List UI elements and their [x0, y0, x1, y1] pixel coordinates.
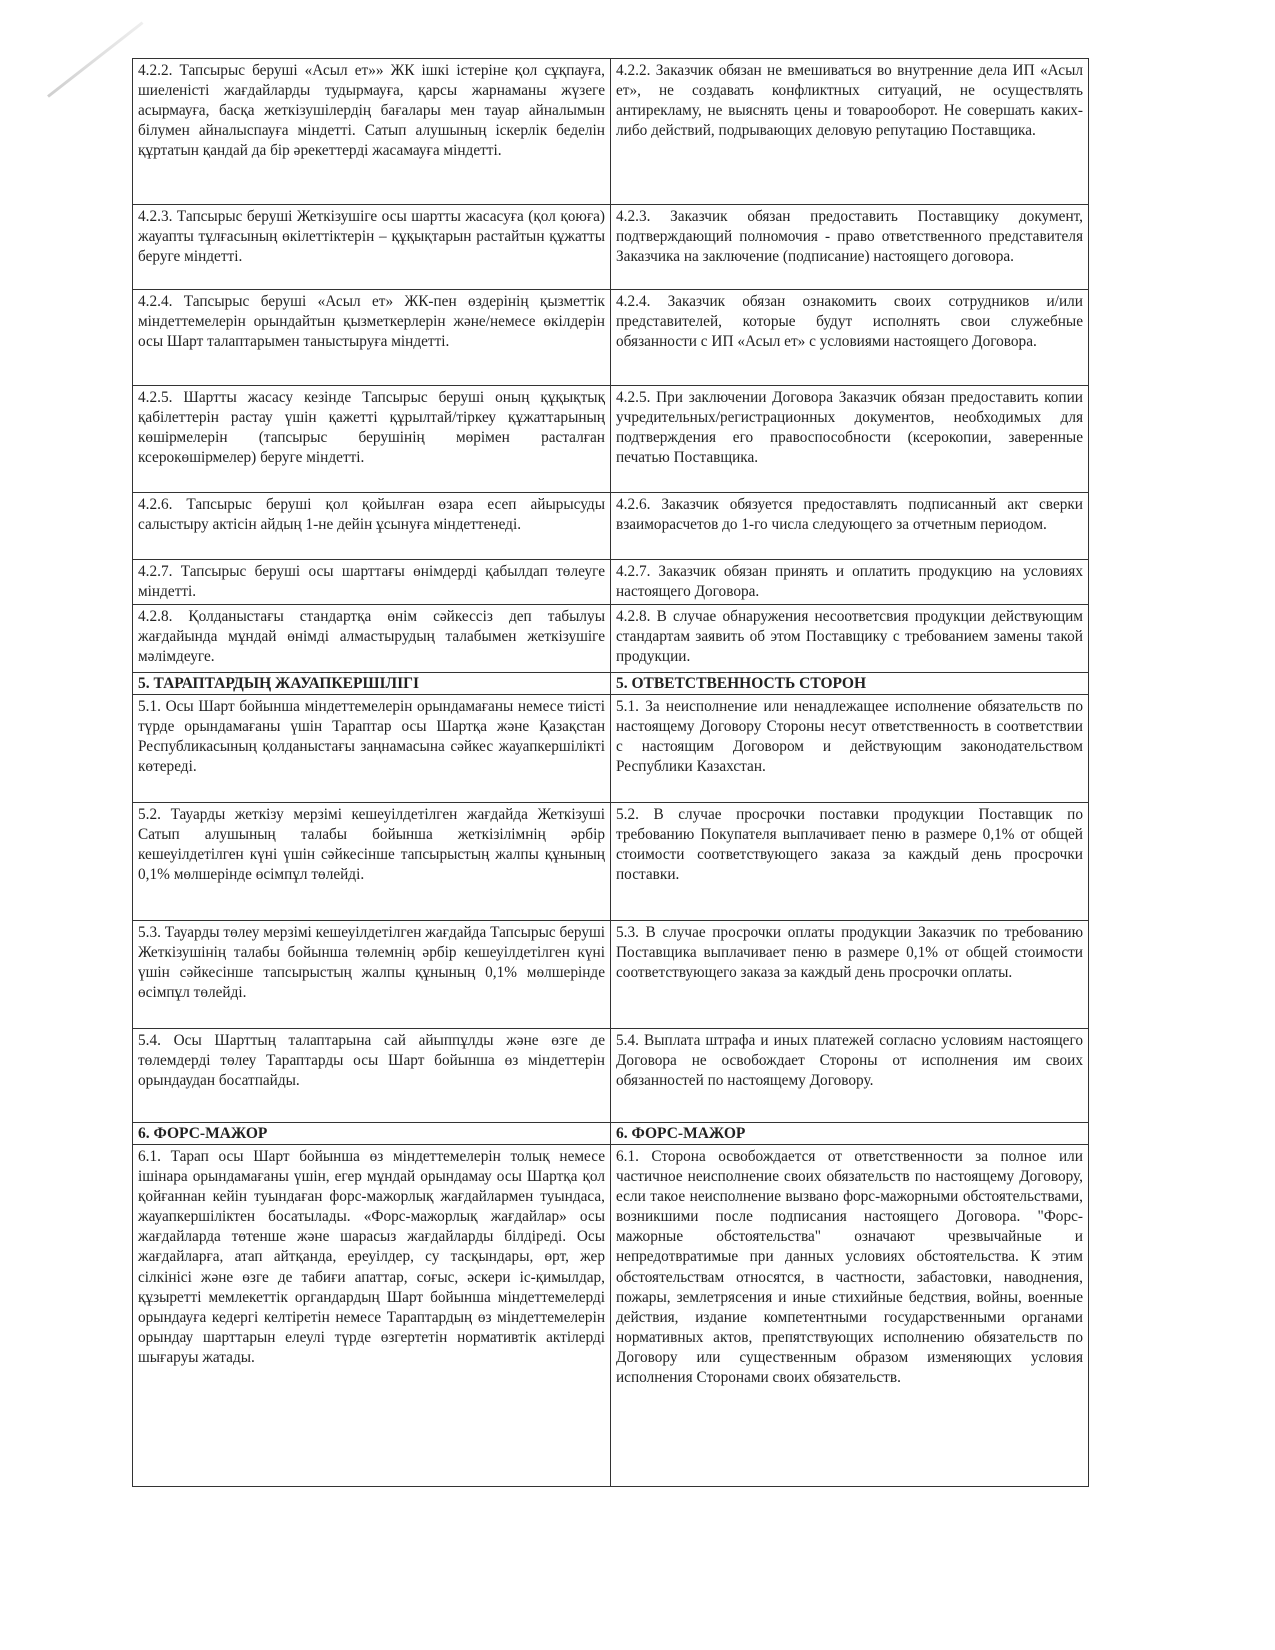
clause-text: 4.2.2. Заказчик обязан не вмешиваться во внутренние дела ИП «Асыл ет», не создавать конфликтных ситуаций, не осуществлять антирекламу, не выяснять цены и товарооборот. Не совершать каких-либо действий, подрывающих деловую репутацию Поставщика. [616, 62, 1083, 140]
clause-text: 5.1. За неисполнение или ненадлежащее исполнение обязательств по настоящему Договору Стороны несут ответственность в соответствии с настоящим Договором и действующим законодательством Республики Казахстан. [616, 698, 1083, 776]
contract-table-body [133, 59, 1089, 1487]
kazakh-clause-4-2-2 [133, 59, 611, 205]
russian-clause-5-1 [611, 695, 1089, 803]
section-heading: 5. ОТВЕТСТВЕННОСТЬ СТОРОН [616, 675, 867, 692]
table-row [133, 59, 1089, 205]
table-row [133, 205, 1089, 290]
table-row [133, 695, 1089, 803]
clause-text: 4.2.7. Заказчик обязан принять и оплатить продукцию на условиях настоящего Договора. [616, 563, 1083, 601]
clause-text: 4.2.2. Тапсырыс беруші «Асыл ет»» ЖК ішкі істеріне қол сұқпауға, шиеленісті жағдайларды тудырмауға, қарсы жарнаманы жүзеге асырмауға, басқа жеткізушілердің бағалары мен тауар айналымын білумен айналыспауға міндетті. Сатып алушының іскерлік беделін құртатын қандай да бір әрекеттерді жасамауға міндетті. [138, 62, 605, 160]
kazakh-section-heading-6 [133, 1123, 611, 1145]
section-heading: 5. ТАРАПТАРДЫҢ ЖАУАПКЕРШІЛІГІ [138, 675, 420, 692]
table-row [133, 1145, 1089, 1487]
russian-section-heading-5 [611, 673, 1089, 695]
kazakh-clause-4-2-8 [133, 605, 611, 673]
kazakh-section-heading-5 [133, 673, 611, 695]
clause-text: 5.2. Тауарды жеткізу мерзімі кешеуілдетілген жағдайда Жеткізуші Сатып алушының талабы бойынша жеткізілімнің әрбір кешеуілдетілген күні үшін сәйкесінше тапсырыстың жалпы құнының 0,1% мөлшерінде өсімпұл төлейді. [138, 806, 605, 884]
bilingual-contract-table [132, 58, 1089, 1487]
table-row [133, 493, 1089, 560]
clause-text: 6.1. Тарап осы Шарт бойынша өз міндеттемелерін толық немесе ішінара орындамағаны үшін, егер мұндай орындамау осы Шартқа қол қойғаннан кейін туындаған форс-мажорлық жағдайлармен туындаса, жауапкершіліктен босатылады. «Форс-мажорлық жағдайлар» осы жағдайларда төтенше және шарасыз жағдайларды білдіреді. Осы жағдайларға, атап айтқанда, ереуілдер, су тасқындары, өрт, жер сілкінісі және өзге де табиғи апаттар, соғыс, әскери іс-қимылдар, құзыретті мемлекеттік органдардың Шарт бойынша міндеттемелерді орындауға кедергі келтіретін немесе Тараптардың өз міндеттемелерін орындау шарттарын елеулі түрде өзгертетін нормативтік актілерді шығаруы жатады. [138, 1148, 605, 1366]
russian-clause-4-2-2 [611, 59, 1089, 205]
clause-text: 5.3. В случае просрочки оплаты продукции Заказчик по требованию Поставщика выплачивает пеню в размере 0,1% от общей стоимости соответствующего заказа за каждый день просрочки оплаты. [616, 924, 1083, 982]
russian-clause-4-2-7 [611, 560, 1089, 605]
clause-text: 4.2.8. В случае обнаружения несоответсвия продукции действующим стандартам заявить об этом Поставщику с требованием замены такой продукции. [616, 608, 1083, 666]
table-row [133, 290, 1089, 386]
kazakh-clause-4-2-6 [133, 493, 611, 560]
kazakh-clause-4-2-7 [133, 560, 611, 605]
clause-text: 5.4. Осы Шарттың талаптарына сай айыппұлды және өзге де төлемдерді төлеу Тараптарды осы Шарт бойынша өз міндеттерін орындаудан босатпайды. [138, 1032, 605, 1090]
russian-clause-4-2-5 [611, 386, 1089, 493]
kazakh-clause-4-2-4 [133, 290, 611, 386]
table-row [133, 803, 1089, 921]
clause-text: 5.1. Осы Шарт бойынша міндеттемелерін орындамағаны немесе тиісті түрде орындамағаны үшін Тараптар осы Шартқа және Қазақстан Республикасының қолданыстағы заңнамасына сәйкес жауапкершілікті көтереді. [138, 698, 605, 776]
clause-text: 6.1. Сторона освобождается от ответственности за полное или частичное неисполнение своих обязательств по настоящему Договору, если такое неисполнение вызвано форс-мажорными обстоятельствами, возникшими после подписания настоящего Договора. "Форс-мажорные обстоятельства" означают чрезвычайные и непредотвратимые при данных условиях обстоятельства. К этим обстоятельствам относятся, в частности, забастовки, наводнения, пожары, землетрясения и иные стихийные бедствия, войны, военные действия, издание компетентными государственными органами нормативных актов, препятствующих исполнению обязательств по Договору или существенным образом изменяющих условия исполнения Сторонами своих обязательств. [616, 1148, 1083, 1387]
russian-clause-5-2 [611, 803, 1089, 921]
russian-section-heading-6 [611, 1123, 1089, 1145]
clause-text: 4.2.5. При заключении Договора Заказчик обязан предоставить копии учредительных/регистрационных документов, необходимых для подтверждения его правоспособности (ксерокопии, заверенные печатью Поставщика. [616, 389, 1083, 467]
table-row [133, 1123, 1089, 1145]
kazakh-clause-5-1 [133, 695, 611, 803]
russian-clause-4-2-8 [611, 605, 1089, 673]
russian-clause-5-3 [611, 921, 1089, 1029]
kazakh-clause-5-2 [133, 803, 611, 921]
table-row [133, 605, 1089, 673]
clause-text: 5.4. Выплата штрафа и иных платежей согласно условиям настоящего Договора не освобождает Стороны от исполнения им своих обязанностей по настоящему Договору. [616, 1032, 1083, 1090]
table-row [133, 560, 1089, 605]
clause-text: 4.2.4. Заказчик обязан ознакомить своих сотрудников и/или представителей, которые будут исполнять свои служебные обязанности с ИП «Асыл ет» с условиями настоящего Договора. [616, 293, 1083, 351]
clause-text: 5.2. В случае просрочки поставки продукции Поставщик по требованию Покупателя выплачивает пеню в размере 0,1% от общей стоимости соответствующего заказа за каждый день просрочки поставки. [616, 806, 1083, 884]
kazakh-clause-5-3 [133, 921, 611, 1029]
section-heading: 6. ФОРС-МАЖОР [138, 1125, 268, 1142]
clause-text: 4.2.3. Заказчик обязан предоставить Поставщику документ, подтверждающий полномочия - право ответственного представителя Заказчика на заключение (подписание) настоящего договора. [616, 208, 1083, 266]
clause-text: 4.2.6. Тапсырыс беруші қол қойылған өзара есеп айырысуды салыстыру актісін айдың 1-не дейін ұсынуға міндеттенеді. [138, 496, 605, 534]
kazakh-clause-6-1 [133, 1145, 611, 1487]
kazakh-clause-4-2-5 [133, 386, 611, 493]
table-row [133, 1029, 1089, 1123]
russian-clause-5-4 [611, 1029, 1089, 1123]
scan-fold-mark [47, 21, 143, 97]
russian-clause-6-1 [611, 1145, 1089, 1487]
clause-text: 4.2.4. Тапсырыс беруші «Асыл ет» ЖК-пен өздерінің қызметтік міндеттемелерін орындайтын қызметкерлерін және/немесе өкілдерін осы Шарт талаптарымен таныстыруға міндетті. [138, 293, 605, 351]
table-row [133, 386, 1089, 493]
clause-text: 4.2.6. Заказчик обязуется предоставлять подписанный акт сверки взаиморасчетов до 1-го числа следующего за отчетным периодом. [616, 496, 1083, 534]
clause-text: 4.2.7. Тапсырыс беруші осы шарттағы өнімдерді қабылдап төлеуге міндетті. [138, 563, 605, 601]
russian-clause-4-2-3 [611, 205, 1089, 290]
table-row [133, 921, 1089, 1029]
clause-text: 4.2.8. Қолданыстағы стандартқа өнім сәйкессіз деп табылуы жағдайында мұндай өнімді алмастырудың талабымен жеткізушіге мәлімдеуге. [138, 608, 605, 666]
section-heading: 6. ФОРС-МАЖОР [616, 1125, 746, 1142]
kazakh-clause-5-4 [133, 1029, 611, 1123]
clause-text: 4.2.5. Шартты жасасу кезінде Тапсырыс беруші оның құқықтық қабілеттерін растау үшін қажетті құрылтай/тіркеу құжаттарының көшірмелерін (тапсырыс берушінің мөрімен расталған ксерокөшірмелер) беруге міндетті. [138, 389, 605, 467]
russian-clause-4-2-6 [611, 493, 1089, 560]
kazakh-clause-4-2-3 [133, 205, 611, 290]
clause-text: 4.2.3. Тапсырыс беруші Жеткізушіге осы шартты жасасуға (қол қоюға) жауапты тұлғасының өкілеттіктерін – құқықтарын растайтын құжатты беруге міндетті. [138, 208, 605, 266]
table-row [133, 673, 1089, 695]
russian-clause-4-2-4 [611, 290, 1089, 386]
clause-text: 5.3. Тауарды төлеу мерзімі кешеуілдетілген жағдайда Тапсырыс беруші Жеткізушінің талабы бойынша төлемнің әрбір кешеуілдетілген күні үшін сәйкесінше тапсырыстың жалпы құнының 0,1% мөлшерінде өсімпұл төлейді. [138, 924, 605, 1002]
